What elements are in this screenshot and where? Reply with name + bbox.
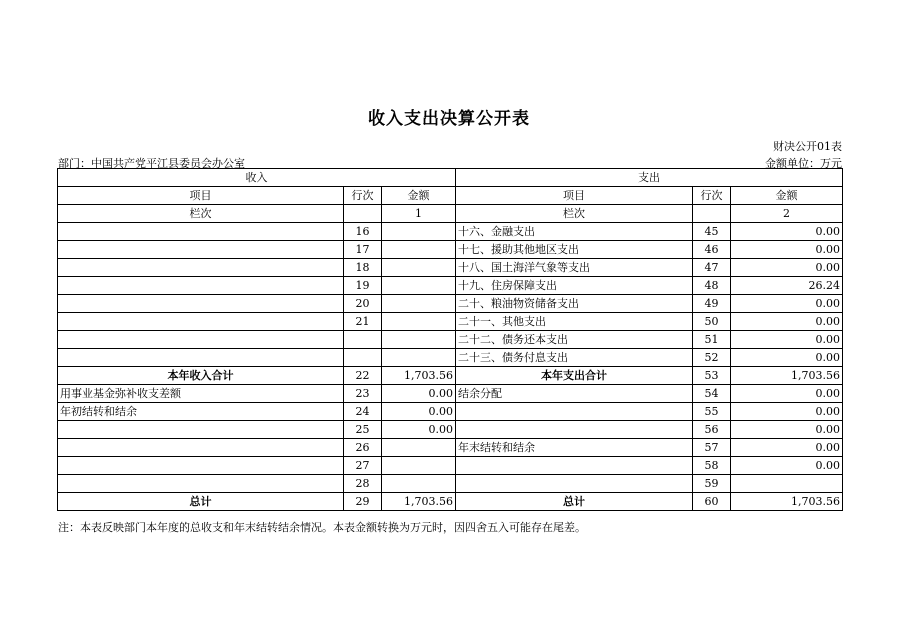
column-header-row	[58, 187, 843, 205]
expense-line-cell: 54	[693, 385, 731, 403]
income-line-cell: 26	[344, 439, 382, 457]
table-row	[58, 403, 843, 421]
income-amount-cell	[382, 475, 456, 493]
income-amount-cell: 0.00	[382, 421, 456, 439]
expense-line-cell: 53	[693, 367, 731, 385]
expense-line-cell: 45	[693, 223, 731, 241]
table-row	[58, 349, 843, 367]
income-column-no: 1	[382, 205, 456, 223]
department-label: 部门：中国共产党平江县委员会办公室	[58, 157, 245, 170]
expense-item-cell: 十九、住房保障支出	[456, 277, 693, 295]
table-row	[58, 223, 843, 241]
income-amount-cell: 0.00	[382, 385, 456, 403]
income-item-cell	[58, 313, 344, 331]
income-item-cell: 用事业基金弥补收支差额	[58, 385, 344, 403]
expense-column-no-label: 栏次	[456, 205, 693, 223]
expense-amount-cell: 0.00	[731, 439, 843, 457]
expense-amount-cell: 0.00	[731, 349, 843, 367]
footnote: 注：本表反映部门本年度的总收支和年末结转结余情况。本表金额转换为万元时，因四舍五入可能存在尾差。	[58, 521, 586, 534]
expense-amount-cell: 1,703.56	[731, 367, 843, 385]
income-amount-cell	[382, 349, 456, 367]
income-section-header: 收入	[58, 169, 456, 187]
expense-item-cell: 二十一、其他支出	[456, 313, 693, 331]
expense-amount-cell: 0.00	[731, 313, 843, 331]
expense-amount-cell: 0.00	[731, 457, 843, 475]
income-line-cell: 22	[344, 367, 382, 385]
income-line-cell: 19	[344, 277, 382, 295]
expense-line-cell: 49	[693, 295, 731, 313]
expense-amount-cell: 0.00	[731, 223, 843, 241]
table-row	[58, 439, 843, 457]
form-code: 财决公开01表	[773, 140, 842, 153]
income-amount-cell: 0.00	[382, 403, 456, 421]
income-item-cell	[58, 421, 344, 439]
expense-amount-cell: 26.24	[731, 277, 843, 295]
expense-line-cell: 57	[693, 439, 731, 457]
expense-item-cell: 十七、援助其他地区支出	[456, 241, 693, 259]
table-row	[58, 367, 843, 385]
table-row	[58, 277, 843, 295]
expense-line-cell: 52	[693, 349, 731, 367]
income-item-cell	[58, 349, 344, 367]
table-row	[58, 295, 843, 313]
table-row	[58, 385, 843, 403]
income-line-cell: 27	[344, 457, 382, 475]
income-line-cell: 24	[344, 403, 382, 421]
expense-amount-cell: 0.00	[731, 385, 843, 403]
income-line-header: 行次	[344, 187, 382, 205]
expense-amount-cell: 0.00	[731, 295, 843, 313]
income-item-cell	[58, 295, 344, 313]
section-header-row	[58, 169, 843, 187]
empty-cell	[693, 205, 731, 223]
income-item-cell: 年初结转和结余	[58, 403, 344, 421]
expense-item-cell: 二十三、债务付息支出	[456, 349, 693, 367]
income-line-cell: 25	[344, 421, 382, 439]
table-row	[58, 331, 843, 349]
income-item-cell	[58, 259, 344, 277]
expense-item-header: 项目	[456, 187, 693, 205]
income-amount-cell	[382, 277, 456, 295]
expense-amount-cell: 0.00	[731, 259, 843, 277]
expense-line-cell: 46	[693, 241, 731, 259]
income-item-cell	[58, 223, 344, 241]
income-line-cell: 20	[344, 295, 382, 313]
income-line-cell	[344, 331, 382, 349]
table-row	[58, 259, 843, 277]
income-amount-cell	[382, 313, 456, 331]
page-title: 收入支出决算公开表	[368, 109, 530, 129]
expense-section-header: 支出	[456, 169, 843, 187]
income-amount-cell	[382, 259, 456, 277]
income-amount-cell	[382, 457, 456, 475]
income-item-cell	[58, 241, 344, 259]
column-number-row	[58, 205, 843, 223]
income-line-cell: 21	[344, 313, 382, 331]
income-amount-cell	[382, 295, 456, 313]
income-line-cell: 16	[344, 223, 382, 241]
expense-item-cell: 二十、粮油物资储备支出	[456, 295, 693, 313]
expense-item-cell: 十八、国土海洋气象等支出	[456, 259, 693, 277]
income-item-cell: 本年收入合计	[58, 367, 344, 385]
income-amount-cell	[382, 439, 456, 457]
expense-amount-cell	[731, 475, 843, 493]
income-amount-cell: 1,703.56	[382, 493, 456, 511]
table-row	[58, 493, 843, 511]
expense-line-header: 行次	[693, 187, 731, 205]
income-item-cell	[58, 475, 344, 493]
income-line-cell: 28	[344, 475, 382, 493]
table-row	[58, 475, 843, 493]
income-item-cell	[58, 277, 344, 295]
table-row	[58, 241, 843, 259]
income-amount-cell	[382, 223, 456, 241]
expense-line-cell: 60	[693, 493, 731, 511]
expense-line-cell: 51	[693, 331, 731, 349]
expense-line-cell: 56	[693, 421, 731, 439]
income-amount-header: 金额	[382, 187, 456, 205]
expense-item-cell: 结余分配	[456, 385, 693, 403]
expense-amount-header: 金额	[731, 187, 843, 205]
expense-item-cell: 二十二、债务还本支出	[456, 331, 693, 349]
income-line-cell	[344, 349, 382, 367]
expense-item-cell	[456, 403, 693, 421]
income-amount-cell	[382, 331, 456, 349]
expense-item-cell	[456, 421, 693, 439]
expense-amount-cell: 1,703.56	[731, 493, 843, 511]
income-amount-cell	[382, 241, 456, 259]
expense-amount-cell: 0.00	[731, 241, 843, 259]
expense-line-cell: 59	[693, 475, 731, 493]
income-item-cell	[58, 439, 344, 457]
empty-cell	[344, 205, 382, 223]
expense-line-cell: 55	[693, 403, 731, 421]
income-line-cell: 23	[344, 385, 382, 403]
expense-line-cell: 58	[693, 457, 731, 475]
expense-column-no: 2	[731, 205, 843, 223]
income-line-cell: 18	[344, 259, 382, 277]
expense-item-cell: 本年支出合计	[456, 367, 693, 385]
expense-amount-cell: 0.00	[731, 403, 843, 421]
expense-item-cell	[456, 475, 693, 493]
income-column-no-label: 栏次	[58, 205, 344, 223]
income-item-cell: 总计	[58, 493, 344, 511]
income-item-header: 项目	[58, 187, 344, 205]
amount-unit-label: 金额单位：万元	[765, 157, 842, 170]
income-line-cell: 29	[344, 493, 382, 511]
expense-item-cell: 年末结转和结余	[456, 439, 693, 457]
expense-item-cell	[456, 457, 693, 475]
expense-line-cell: 50	[693, 313, 731, 331]
income-expense-table	[57, 168, 843, 511]
table-row	[58, 421, 843, 439]
table-row	[58, 313, 843, 331]
income-item-cell	[58, 457, 344, 475]
expense-amount-cell: 0.00	[731, 331, 843, 349]
expense-line-cell: 47	[693, 259, 731, 277]
expense-item-cell: 总计	[456, 493, 693, 511]
income-item-cell	[58, 331, 344, 349]
table-row	[58, 457, 843, 475]
expense-item-cell: 十六、金融支出	[456, 223, 693, 241]
income-amount-cell: 1,703.56	[382, 367, 456, 385]
expense-line-cell: 48	[693, 277, 731, 295]
income-line-cell: 17	[344, 241, 382, 259]
expense-amount-cell: 0.00	[731, 421, 843, 439]
